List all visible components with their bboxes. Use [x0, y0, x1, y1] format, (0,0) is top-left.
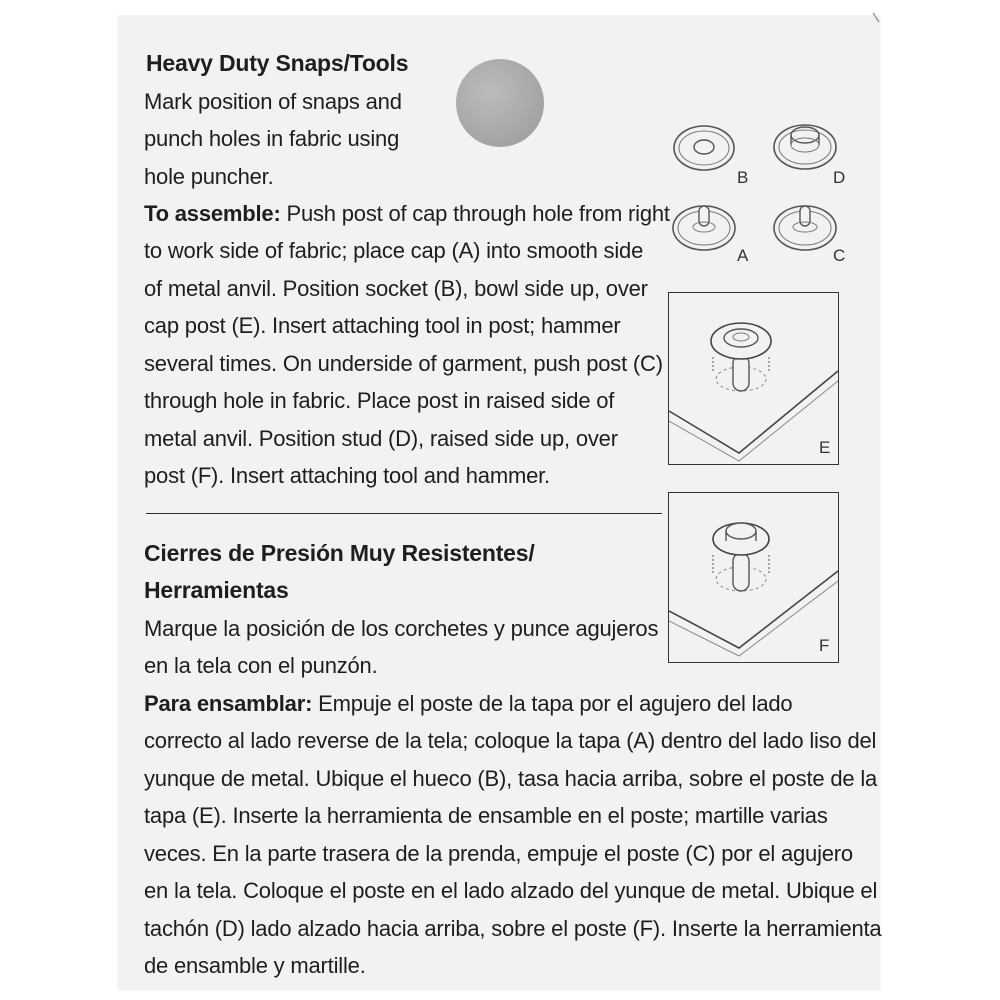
english-assemble-label: To assemble:: [144, 201, 281, 226]
diagram-f-label: F: [819, 636, 830, 655]
english-intro-line-3: hole puncher.: [144, 164, 274, 189]
diagram-f: [668, 492, 839, 663]
section-divider: [146, 513, 662, 514]
english-assemble-line-5: several times. On underside of garment, push post (C): [144, 351, 663, 376]
diagram-e-label: E: [819, 438, 831, 457]
part-label-d: D: [833, 168, 846, 187]
snap-stud-icon: [770, 117, 842, 177]
diagram-e-illustration: [669, 293, 838, 464]
spanish-assemble-line-1: [144, 685, 792, 723]
card-corner-mark: [872, 12, 882, 24]
snap-socket-icon: [670, 120, 740, 180]
english-intro-line-2: punch holes in fabric using: [144, 126, 400, 151]
english-assemble-line-3: of metal anvil. Position socket (B), bowl side up, over: [144, 276, 648, 301]
snap-cap-icon: [670, 198, 742, 258]
spanish-assemble-line-8: de ensamble y martille.: [144, 953, 366, 978]
english-assemble-line-2: to work side of fabric; place cap (A) into smooth side: [144, 238, 644, 263]
spanish-intro-line-1: Marque la posición de los corchetes y punce agujeros: [144, 616, 659, 641]
part-label-b: B: [737, 168, 749, 187]
diagram-f-illustration: [669, 493, 838, 662]
english-assemble-line-7: metal anvil. Position stud (D), raised side up, over: [144, 426, 618, 451]
spanish-assemble-line-5: veces. En la parte trasera de la prenda, empuje el poste (C) por el agujero: [144, 841, 853, 866]
spanish-assemble-line-2: correcto al lado reverse de la tela; coloque la tapa (A) dentro del lado liso del: [144, 728, 877, 753]
spanish-intro-line-2: en la tela con el punzón.: [144, 653, 378, 678]
english-intro-line-1: Mark position of snaps and: [144, 89, 402, 114]
color-swatch: [456, 59, 544, 147]
spanish-heading-line-2: Herramientas: [144, 577, 289, 603]
english-assemble-line-4: cap post (E). Insert attaching tool in post; hammer: [144, 313, 621, 338]
spanish-assemble-line-7: tachón (D) lado alzado hacia arriba, sobre el poste (F). Inserte la herramienta: [144, 916, 882, 941]
part-label-a: A: [737, 246, 749, 265]
english-assemble-text: Push post of cap through hole from right: [280, 201, 670, 226]
english-assemble-line-6: through hole in fabric. Place post in raised side of: [144, 388, 615, 413]
part-label-c: C: [833, 246, 846, 265]
spanish-assemble-line-3: yunque de metal. Ubique el hueco (B), tasa hacia arriba, sobre el poste de la: [144, 766, 878, 791]
english-heading: Heavy Duty Snaps/Tools: [146, 50, 409, 76]
spanish-assemble-line-6: en la tela. Coloque el poste en el lado alzado del yunque de metal. Ubique el: [144, 878, 878, 903]
spanish-assemble-text: Empuje el poste de la tapa por el agujero del lado: [312, 691, 793, 716]
diagram-e: [668, 292, 839, 465]
english-assemble-line-1: [144, 195, 670, 233]
spanish-assemble-line-4: tapa (E). Inserte la herramienta de ensamble en el poste; martille varias: [144, 803, 828, 828]
english-assemble-line-8: post (F). Insert attaching tool and hammer.: [144, 463, 550, 488]
spanish-assemble-label: Para ensamblar:: [144, 691, 313, 716]
spanish-heading-line-1: Cierres de Presión Muy Resistentes/: [144, 540, 535, 566]
snap-post-icon: [770, 198, 842, 258]
